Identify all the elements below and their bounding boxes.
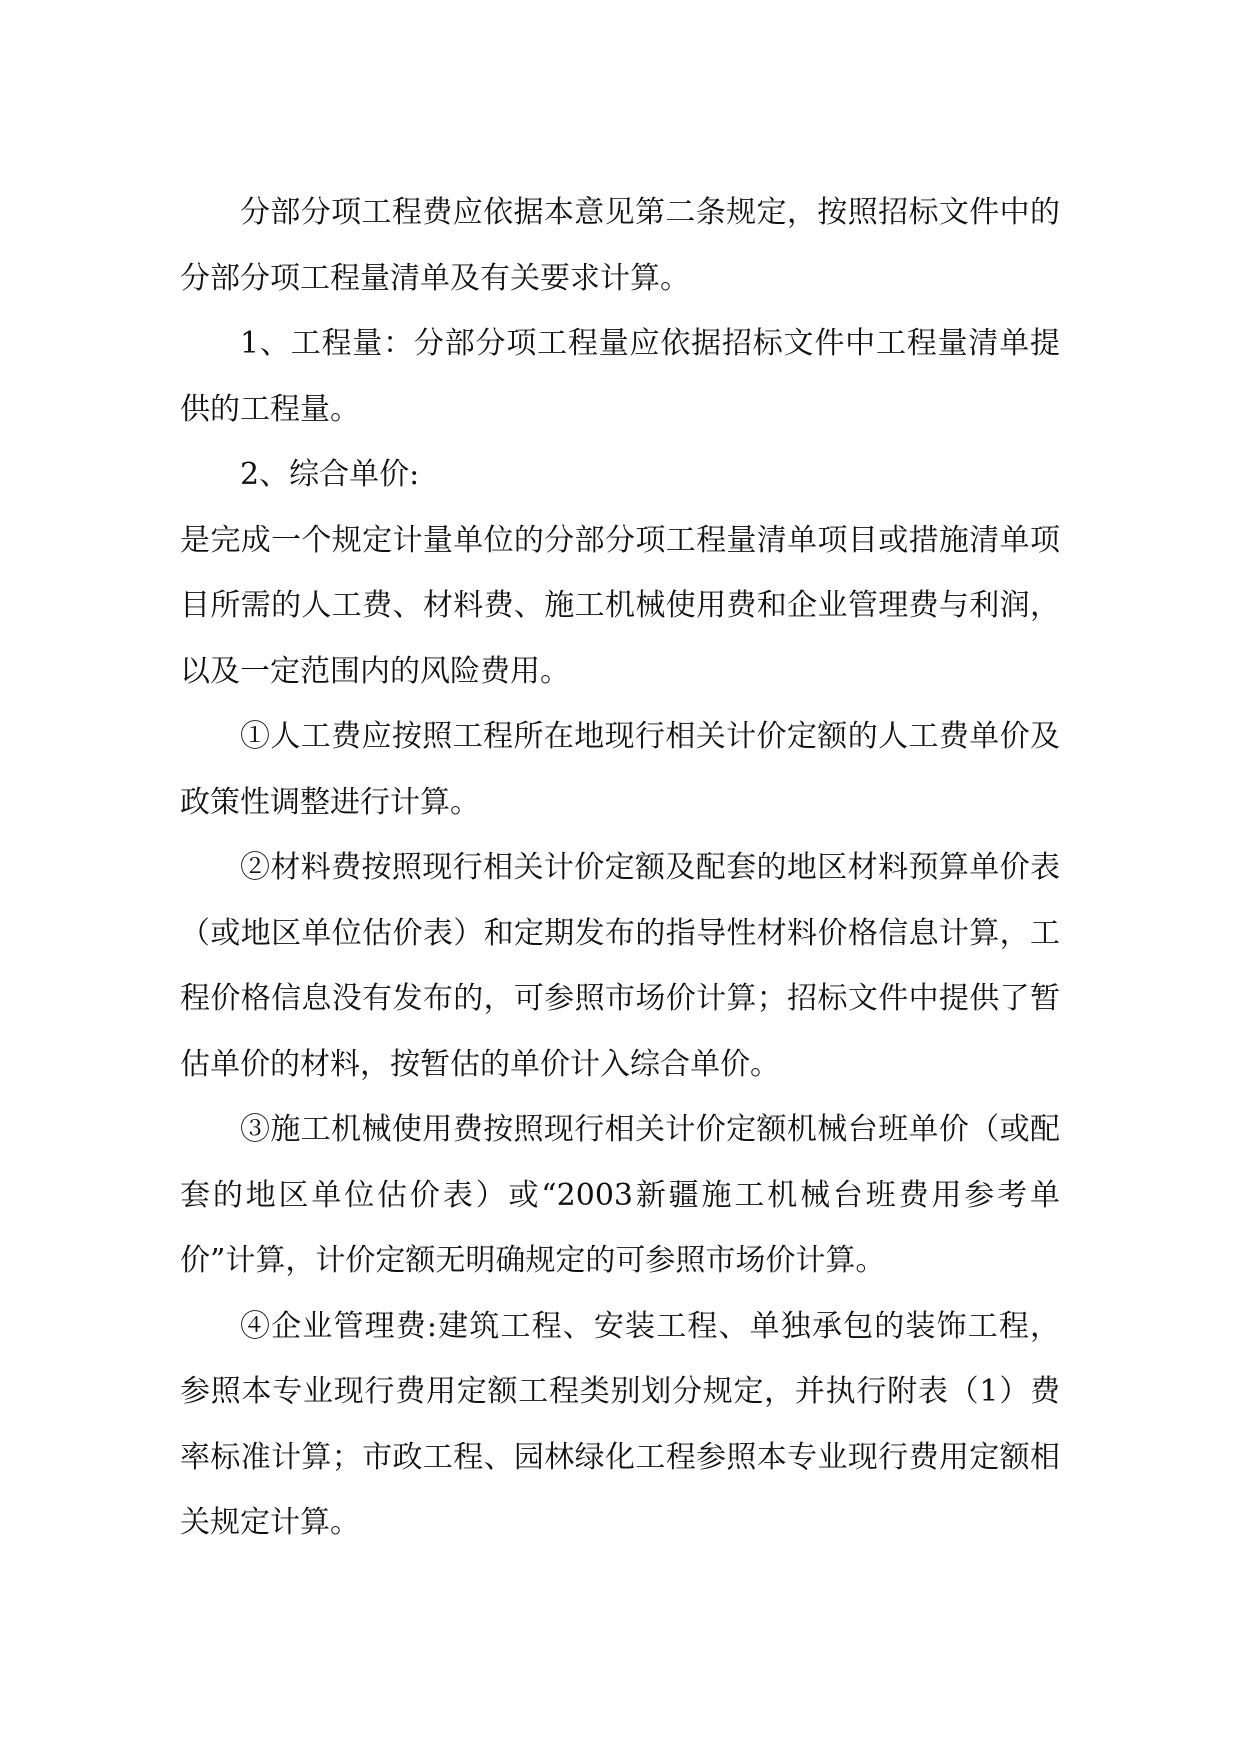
paragraph-labor-cost: ①人工费应按照工程所在地现行相关计价定额的人工费单价及政策性调整进行计算。 [180, 719, 1060, 820]
paragraph-management-cost: ④企业管理费:建筑工程、安装工程、单独承包的装饰工程，参照本专业现行费用定额工程类别划分规定，并执行附表（1）费率标准计算；市政工程、园林绿化工程参照本专业现行费用定额相关规定计算。 [180, 1308, 1060, 1540]
paragraph-quantity: 1、工程量：分部分项工程量应依据招标文件中工程量清单提供的工程量。 [180, 326, 1060, 427]
paragraph-unit-price-heading: 2、综合单价: [240, 457, 420, 492]
paragraph-unit-price-definition: 是完成一个规定计量单位的分部分项工程量清单项目或措施清单项目所需的人工费、材料费、施工机械使用费和企业管理费与利润，以及一定范围内的风险费用。 [180, 522, 1060, 689]
document-body [180, 180, 1060, 1556]
paragraph-material-cost: ②材料费按照现行相关计价定额及配套的地区材料预算单价表（或地区单位估价表）和定期发布的指导性材料价格信息计算，工程价格信息没有发布的，可参照市场价计算；招标文件中提供了暂估单价的材料，按暂估的单价计入综合单价。 [180, 850, 1060, 1082]
paragraph-machinery-cost: ③施工机械使用费按照现行相关计价定额机械台班单价（或配套的地区单位估价表）或“2003新疆施工机械台班费用参考单价”计算，计价定额无明确规定的可参照市场价计算。 [180, 1112, 1060, 1278]
paragraph-intro: 分部分项工程费应依据本意见第二条规定，按照招标文件中的分部分项工程量清单及有关要求计算。 [180, 195, 1060, 296]
